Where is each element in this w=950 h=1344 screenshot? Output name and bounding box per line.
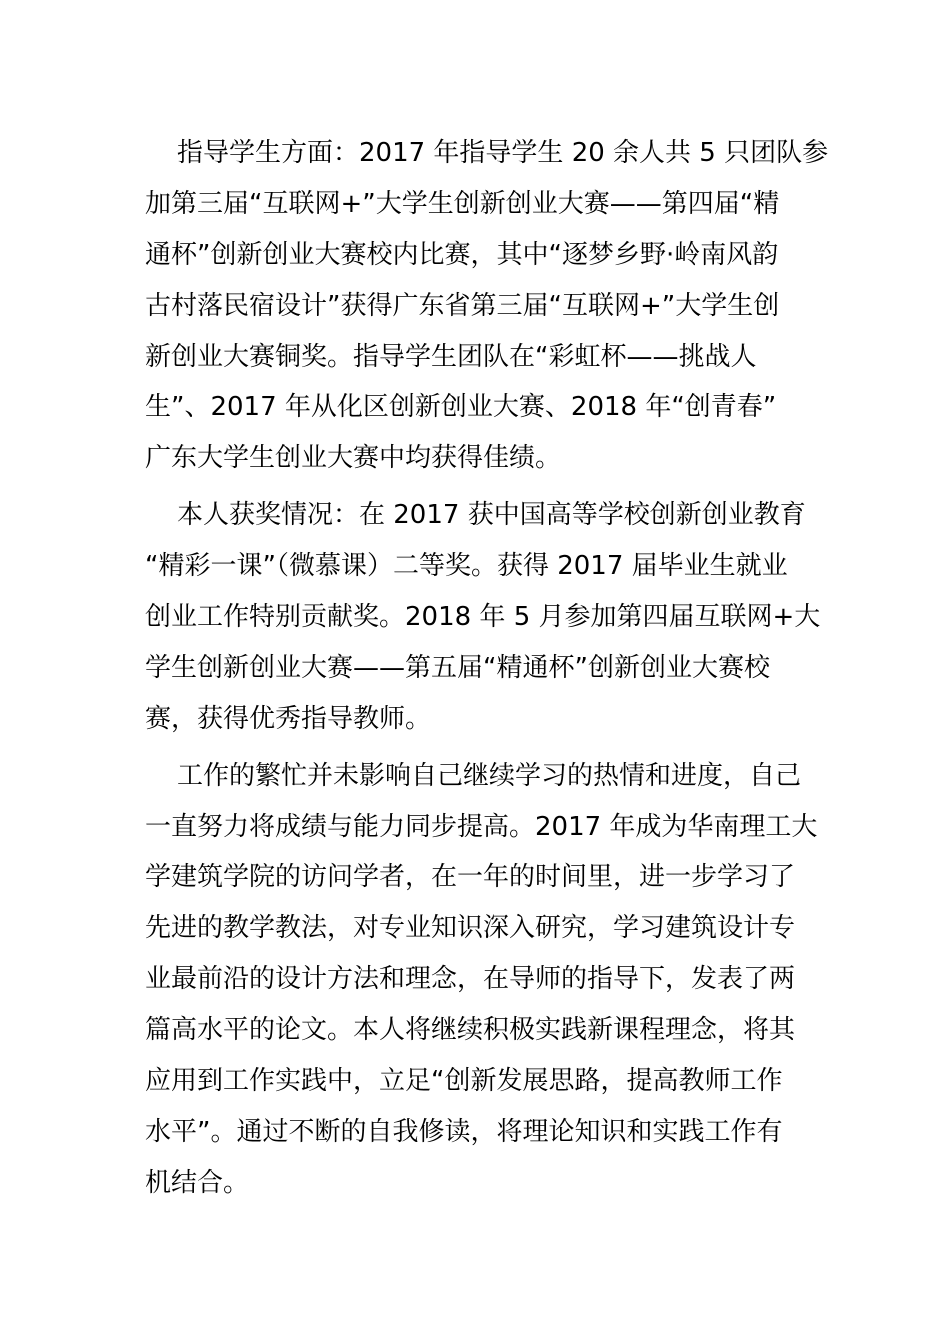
text-line: 学建筑学院的访问学者，在一年的时间里，进一步学习了: [145, 862, 796, 893]
text-line: 先进的教学教法，对专业知识深入研究，学习建筑设计专: [145, 913, 796, 944]
text-line: 工作的繁忙并未影响自己继续学习的热情和进度，自己: [177, 760, 802, 791]
text-line: 创业工作特别贡献奖。2018 年 5 月参加第四届互联网+大: [145, 602, 821, 633]
text-line: 赛，获得优秀指导教师。: [145, 703, 432, 734]
text-line: 水平”。通过不断的自我修读，将理论知识和实践工作有: [145, 1116, 783, 1147]
text-line: 篇高水平的论文。本人将继续积极实践新课程理念，将其: [145, 1015, 796, 1046]
paragraph-continued-learning: [145, 751, 818, 1209]
text-line: 生”、2017 年从化区创新创业大赛、2018 年“创青春”: [145, 392, 777, 423]
text-line: 业最前沿的设计方法和理念，在导师的指导下，发表了两: [145, 964, 796, 995]
text-line: 古村落民宿设计”获得广东省第三届“互联网+”大学生创: [145, 290, 780, 321]
text-line: “精彩一课”（微慕课）二等奖。获得 2017 届毕业生就业: [145, 551, 788, 582]
document-body: [145, 128, 829, 1209]
text-line: 学生创新创业大赛——第五届“精通杯”创新创业大赛校: [145, 652, 770, 683]
paragraph-personal-awards: [145, 490, 821, 744]
text-line: 通杯”创新创业大赛校内比赛，其中“逐梦乡野·岭南风韵: [145, 239, 779, 270]
text-line: 加第三届“互联网+”大学生创新创业大赛——第四届“精: [145, 188, 780, 219]
text-line: 广东大学生创业大赛中均获得佳绩。: [145, 443, 562, 474]
text-line: 应用到工作实践中，立足“创新发展思路，提高教师工作: [145, 1066, 783, 1097]
text-line: 机结合。: [145, 1167, 250, 1198]
text-line: 本人获奖情况：在 2017 获中国高等学校创新创业教育: [177, 500, 806, 531]
text-line: 指导学生方面：2017 年指导学生 20 余人共 5 只团队参: [177, 138, 829, 168]
text-line: 新创业大赛铜奖。指导学生团队在“彩虹杯——挑战人: [145, 341, 757, 372]
paragraph-student-guidance: [145, 128, 829, 484]
text-line: 一直努力将成绩与能力同步提高。2017 年成为华南理工大: [145, 811, 818, 842]
